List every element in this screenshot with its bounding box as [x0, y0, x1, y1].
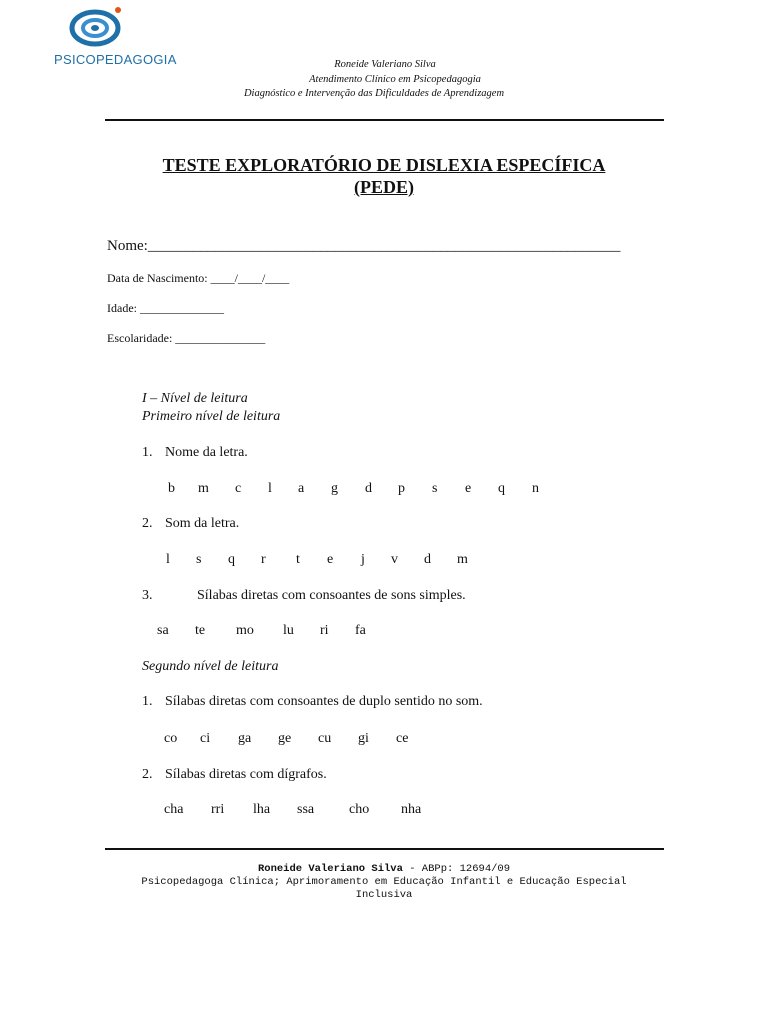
token: d [424, 552, 431, 567]
token: ci [200, 731, 211, 746]
token: d [365, 481, 372, 496]
token: s [196, 552, 202, 567]
token: ce [396, 731, 409, 746]
token: a [298, 481, 305, 496]
token: co [164, 731, 178, 746]
item-label: Som da letra. [165, 516, 240, 531]
logo [50, 4, 177, 70]
footer-rule [105, 848, 664, 850]
token: c [235, 481, 242, 496]
token: e [465, 481, 472, 496]
token: ssa [297, 802, 315, 817]
item-label: Sílabas diretas com dígrafos. [165, 767, 327, 782]
nascimento-field: Data de Nascimento: ____/____/____ [107, 271, 290, 285]
token: lu [283, 623, 294, 638]
token: ga [238, 731, 252, 746]
token: l [268, 481, 272, 496]
header-rule [105, 119, 664, 121]
document-title: TESTE EXPLORATÓRIO DE DISLEXIA ESPECÍFICA [162, 155, 606, 175]
item-number: 2. [142, 767, 153, 782]
logo-swirl-icon [50, 4, 150, 54]
token: n [532, 481, 539, 496]
token: ge [278, 731, 292, 746]
token-row [0, 481, 768, 501]
token: l [166, 552, 170, 567]
token: nha [401, 802, 422, 817]
token: fa [355, 623, 366, 638]
token: mo [236, 623, 254, 638]
item-label: Nome da letra. [165, 445, 248, 460]
token: j [361, 552, 365, 567]
token: t [296, 552, 300, 567]
escolaridade-field: Escolaridade: _______________ [107, 331, 266, 345]
section2-subheading: Segundo nível de leitura [142, 659, 279, 674]
footer-line3: Inclusiva [355, 889, 413, 901]
token: v [391, 552, 398, 567]
item-label: Sílabas diretas com consoantes de duplo sentido no som. [165, 694, 483, 709]
footer-name: Roneide Valeriano Silva [257, 863, 403, 875]
footer-abpp: - ABPp: 12694/09 [402, 863, 511, 875]
header-line2: Atendimento Clínico em Psicopedagogia [309, 74, 481, 85]
token-row [0, 802, 768, 822]
header-line3: Diagnóstico e Intervenção das Dificuldades de Aprendizagem [243, 88, 505, 99]
token-row [0, 623, 768, 643]
token: cho [349, 802, 370, 817]
footer-line1 [0, 863, 768, 876]
footer-line2: Psicopedagoga Clínica; Aprimoramento em Educação Infantil e Educação Especial [141, 876, 627, 888]
token: e [327, 552, 334, 567]
section1-heading: I – Nível de leitura [142, 391, 248, 406]
idade-field: Idade: ______________ [107, 301, 224, 315]
token: p [398, 481, 405, 496]
token: q [498, 481, 505, 496]
item-number: 1. [142, 694, 153, 709]
item-number: 2. [142, 516, 153, 531]
token: m [457, 552, 468, 567]
item-number: 1. [142, 445, 153, 460]
token: gi [358, 731, 369, 746]
token: lha [253, 802, 271, 817]
document-subtitle: (PEDE) [354, 177, 414, 197]
section1-subheading: Primeiro nível de leitura [142, 409, 281, 424]
item-label: Sílabas diretas com consoantes de sons simples. [197, 588, 466, 603]
token: cha [164, 802, 184, 817]
token: cu [318, 731, 332, 746]
token: s [432, 481, 438, 496]
token: q [228, 552, 235, 567]
token: b [168, 481, 175, 496]
logo-text: PSICOPEDAGOGIA [54, 52, 177, 67]
header-name: Roneide Valeriano Silva [334, 59, 436, 70]
item-number: 3. [142, 588, 153, 603]
nome-field: Nome:_______________________________________________________________ [107, 238, 621, 254]
token: g [331, 481, 338, 496]
token: ri [320, 623, 329, 638]
token: m [198, 481, 209, 496]
token-row [0, 552, 768, 572]
token: r [261, 552, 266, 567]
token: te [195, 623, 206, 638]
token: sa [157, 623, 169, 638]
token: rri [211, 802, 225, 817]
token-row [0, 731, 768, 751]
